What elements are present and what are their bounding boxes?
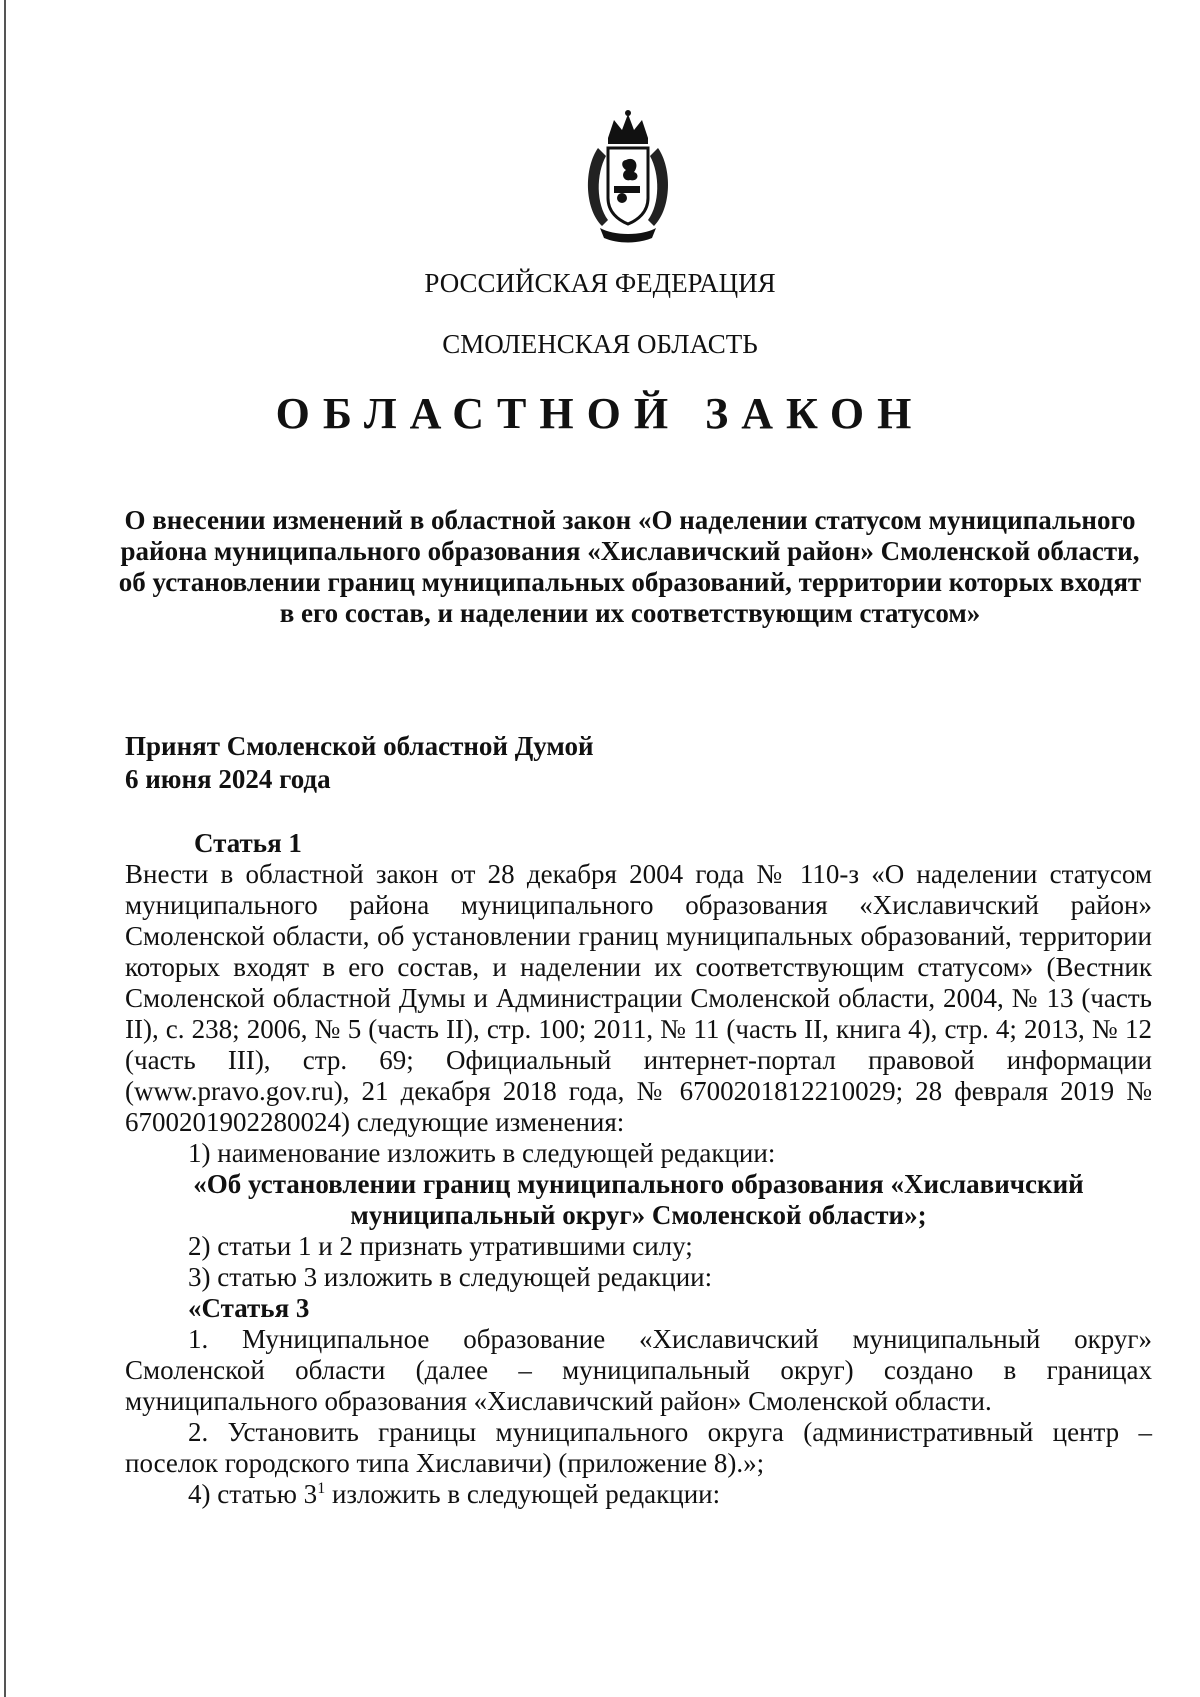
document-type-title: ОБЛАСТНОЙ ЗАКОН	[275, 389, 925, 438]
law-subject: О внесении изменений в областной закон «О наделении статусом муниципального района муниципального образования «Хиславичский район» Смоленской области, об установлении границ муниципальных образований, территории которых входят в его состав, и наделении их соответствующим статусом»	[118, 505, 1142, 628]
item-3-article-heading: «Статья 3	[188, 1293, 310, 1323]
item-1: 1) наименование изложить в следующей редакции:	[188, 1138, 776, 1168]
coat-of-arms-icon	[578, 108, 678, 246]
article-1-intro: Внести в областной закон от 28 декабря 2004 года № 110-з «О наделении статусом муниципального района муниципального образования «Хиславичский район» Смоленской области, об установлении границ муниципальных образований, территории которых входят в его состав, и наделении их соответствующим статусом» (Вестник Смоленской областной Думы и Администрации Смоленской области, 2004, № 13 (часть II), с. 238; 2006, № 5 (часть II), стр. 100; 2011, № 11 (часть II, книга 4), стр. 4; 2013, № 12 (часть III), стр. 69; Официальный интернет-портал правовой информации (www.pravo.gov.ru), 21 декабря 2018 года, № 6700201812210029; 28 февраля 2019 № 6700201902280024) следующие изменения:	[125, 859, 1152, 1137]
adoption-body: Принят Смоленской областной Думой	[125, 731, 594, 761]
item-4	[125, 1479, 1152, 1510]
item-3-paragraph-2: 2. Установить границы муниципального округа (административный центр – поселок городского типа Хиславичи) (приложение 8).»;	[125, 1417, 1152, 1478]
item-4-superscript: 1	[317, 1480, 326, 1497]
article-1-body	[125, 859, 1152, 1510]
country-title: РОССИЙСКАЯ ФЕДЕРАЦИЯ	[424, 268, 776, 298]
adoption-date: 6 июня 2024 года	[125, 764, 331, 794]
item-2: 2) статьи 1 и 2 признать утратившими силу;	[188, 1231, 693, 1261]
item-4-prefix: 4) статью 3	[188, 1479, 318, 1509]
item-1-new-title: «Об установлении границ муниципального образования «Хиславичский муниципальный округ» Смоленской области»;	[193, 1169, 1084, 1230]
adoption-info	[125, 730, 594, 796]
item-4-suffix: изложить в следующей редакции:	[325, 1479, 721, 1509]
item-3-paragraph-1: 1. Муниципальное образование «Хиславичский муниципальный округ» Смоленской области (далее – муниципальный округ) создано в границах муниципального образования «Хиславичский район» Смоленской области.	[125, 1324, 1152, 1416]
scan-edge-line	[4, 0, 6, 1697]
item-3: 3) статью 3 изложить в следующей редакции:	[188, 1262, 713, 1292]
article-1-heading: Статья 1	[194, 828, 302, 858]
region-title: СМОЛЕНСКАЯ ОБЛАСТЬ	[442, 329, 758, 359]
